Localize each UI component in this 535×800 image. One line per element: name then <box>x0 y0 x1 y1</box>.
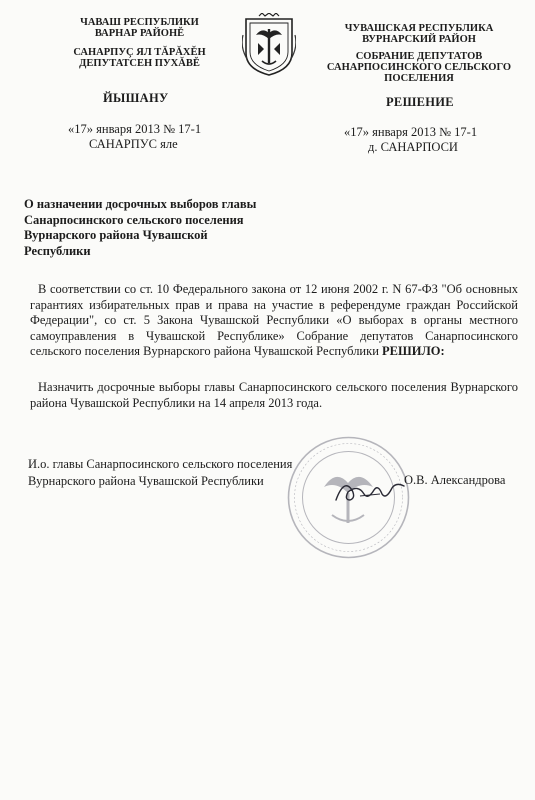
header-russian-line: ПОСЕЛЕНИЯ <box>384 73 454 84</box>
header-chuvash-line: ВАРНАР РАЙОНĔ <box>94 28 185 39</box>
header-chuvash-line: ДЕПУТАТСЕН ПУХĂВĔ <box>79 58 200 69</box>
header-russian <box>310 23 528 84</box>
decided-keyword: РЕШИЛО: <box>382 344 445 358</box>
resolution-paragraph: Назначить досрочные выборы главы Санарпосинского сельского поселения Вурнарского района Чувашской Республики на 14 апреля 2013 года. <box>30 380 518 410</box>
title-chuvash: ЙЫШАНУ <box>103 91 169 105</box>
preamble-paragraph <box>30 282 518 360</box>
preamble-text: В соответствии со ст. 10 Федерального закона от 12 июня 2002 г. N 67-ФЗ "Об основных гарантиях избирательных прав и права на участие в референдуме граждан Российской Федерации", со ст. 5 Закона Чувашской Республики «О выборах в органы местного самоуправления в Чувашской Республике» Собрание депутатов Санарпосинского сельского поселения Вурнарского района Чувашской Республики <box>30 282 518 358</box>
header-chuvash <box>52 17 227 69</box>
header-chuvash-line: ЧАВАШ РЕСПУБЛИКИ <box>80 17 199 28</box>
date-chuvash: «17» января 2013 № 17-1 <box>68 122 202 136</box>
header-chuvash-line: САНАРПУÇ ЯЛ ТĂРĂХĔН <box>73 47 206 58</box>
signatory-position <box>28 456 292 490</box>
decision-topic: О назначении досрочных выборов главы Санарпосинского сельского поселения Вурнарского района Чувашской Республики <box>24 197 257 258</box>
header-russian-line: САНАРПОСИНСКОГО СЕЛЬСКОГО <box>326 62 512 73</box>
title-russian: РЕШЕНИЕ <box>386 95 454 109</box>
signatory-position-line: И.о. главы Санарпосинского сельского поселения <box>28 457 293 471</box>
date-russian: «17» января 2013 № 17-1 <box>344 125 478 139</box>
place-chuvash: САНАРПУС яле <box>89 137 178 151</box>
header-russian-line: СОБРАНИЕ ДЕПУТАТОВ <box>355 51 483 62</box>
signatory-position-line: Вурнарского района Чувашской Республики <box>28 474 264 488</box>
header-russian-line: ЧУВАШСКАЯ РЕСПУБЛИКА <box>344 23 494 34</box>
chuvash-emblem-icon <box>242 13 296 77</box>
header-russian-line: ВУРНАРСКИЙ РАЙОН <box>362 34 476 45</box>
handwritten-signature-icon <box>330 470 410 510</box>
signatory-name: О.В. Александрова <box>404 473 506 487</box>
place-russian: д. САНАРПОСИ <box>368 140 458 154</box>
